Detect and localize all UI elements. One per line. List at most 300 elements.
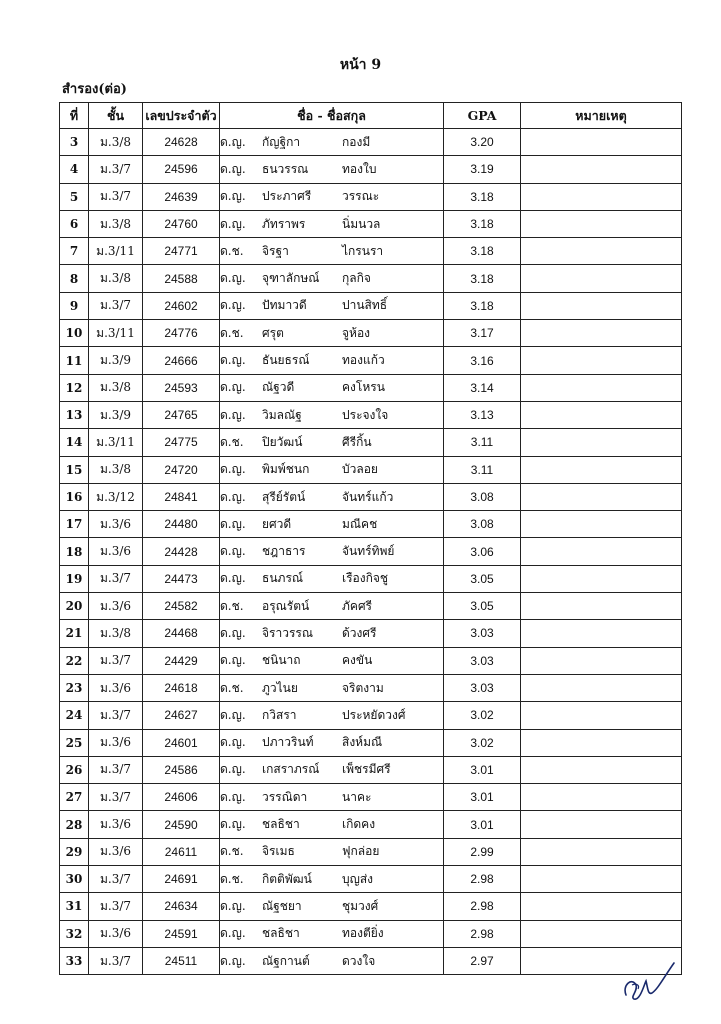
- row-number: 15: [60, 456, 89, 483]
- row-first-name: กัญฐิกา: [262, 134, 301, 149]
- row-number: 18: [60, 538, 89, 565]
- row-title: ด.ญ.: [220, 134, 246, 149]
- row-last-name: เกิดคง: [342, 817, 376, 832]
- row-name: [220, 183, 444, 210]
- row-title: ด.ญ.: [220, 544, 246, 559]
- row-name: [220, 347, 444, 374]
- row-name: [220, 292, 444, 319]
- row-remark: [521, 784, 682, 811]
- row-number: 16: [60, 483, 89, 510]
- row-title: ด.ญ.: [220, 625, 246, 640]
- row-number: 10: [60, 320, 89, 347]
- row-gpa: 2.99: [444, 838, 521, 865]
- row-class: ม.3/11: [89, 320, 143, 347]
- row-first-name: ศรุต: [262, 325, 284, 340]
- row-gpa: 3.18: [444, 183, 521, 210]
- row-gpa: 2.98: [444, 893, 521, 920]
- row-remark: [521, 866, 682, 893]
- row-class: ม.3/11: [89, 429, 143, 456]
- row-student-id: 24618: [143, 674, 220, 701]
- row-class: ม.3/12: [89, 483, 143, 510]
- table-row: [60, 866, 682, 893]
- row-gpa: 3.14: [444, 374, 521, 401]
- row-class: ม.3/6: [89, 729, 143, 756]
- row-number: 5: [60, 183, 89, 210]
- row-first-name: จิรเมธ: [262, 844, 295, 859]
- row-student-id: 24760: [143, 210, 220, 237]
- row-last-name: คงโหรน: [342, 380, 385, 395]
- row-name: [220, 456, 444, 483]
- row-title: ด.ญ.: [220, 817, 246, 832]
- row-title: ด.ช.: [220, 844, 244, 859]
- row-student-id: 24666: [143, 347, 220, 374]
- table-row: [60, 511, 682, 538]
- row-gpa: 2.97: [444, 947, 521, 974]
- row-last-name: ประจงใจ: [342, 407, 389, 422]
- section-label: สำรอง(ต่อ): [62, 82, 127, 97]
- table-row: [60, 702, 682, 729]
- row-name: [220, 947, 444, 974]
- row-title: ด.ญ.: [220, 380, 246, 395]
- row-student-id: 24720: [143, 456, 220, 483]
- row-gpa: 3.08: [444, 511, 521, 538]
- row-first-name: กิตติพัฒน์: [262, 871, 312, 886]
- row-remark: [521, 593, 682, 620]
- row-title: ด.ญ.: [220, 407, 246, 422]
- header-no: ที่: [60, 103, 89, 129]
- row-title: ด.ญ.: [220, 762, 246, 777]
- row-student-id: 24429: [143, 647, 220, 674]
- table-row: [60, 183, 682, 210]
- row-title: ด.ช.: [220, 598, 244, 613]
- row-name: [220, 538, 444, 565]
- row-gpa: 3.18: [444, 210, 521, 237]
- row-number: 25: [60, 729, 89, 756]
- row-remark: [521, 538, 682, 565]
- row-last-name: บุญส่ง: [342, 871, 374, 886]
- table-row: [60, 565, 682, 592]
- row-first-name: จิราวรรณ: [262, 625, 313, 640]
- row-remark: [521, 456, 682, 483]
- row-title: ด.ญ.: [220, 298, 246, 313]
- row-class: ม.3/8: [89, 210, 143, 237]
- header-remark: หมายเหตุ: [521, 103, 682, 129]
- row-student-id: 24841: [143, 483, 220, 510]
- row-name: [220, 838, 444, 865]
- table-body: [60, 129, 682, 975]
- row-last-name: วรรณะ: [342, 189, 380, 204]
- row-last-name: ทองใบ: [342, 161, 377, 176]
- row-last-name: เรืองกิจชู: [342, 571, 389, 586]
- row-number: 29: [60, 838, 89, 865]
- row-last-name: ศีรีกิ้น: [342, 434, 372, 449]
- row-first-name: ธนวรรณ: [262, 161, 309, 176]
- row-last-name: ทองแก้ว: [342, 353, 385, 368]
- row-title: ด.ญ.: [220, 216, 246, 231]
- row-first-name: สุรีย์รัตน์: [262, 489, 306, 504]
- row-gpa: 3.13: [444, 401, 521, 428]
- header-student-id: เลขประจำตัว: [143, 103, 220, 129]
- row-student-id: 24511: [143, 947, 220, 974]
- row-name: [220, 674, 444, 701]
- row-last-name: ภัคศรี: [342, 598, 372, 613]
- row-last-name: ด้วงศรี: [342, 625, 377, 640]
- row-student-id: 24586: [143, 756, 220, 783]
- table-row: [60, 674, 682, 701]
- row-last-name: ปานสิทธิ์: [342, 298, 388, 313]
- row-last-name: จริตงาม: [342, 680, 384, 695]
- row-first-name: เกสราภรณ์: [262, 762, 320, 777]
- row-number: 30: [60, 866, 89, 893]
- row-first-name: ภัทราพร: [262, 216, 306, 231]
- row-gpa: 3.02: [444, 702, 521, 729]
- table-header-row: [60, 103, 682, 129]
- row-class: ม.3/8: [89, 265, 143, 292]
- row-student-id: 24480: [143, 511, 220, 538]
- row-student-id: 24473: [143, 565, 220, 592]
- row-remark: [521, 756, 682, 783]
- row-class: ม.3/7: [89, 784, 143, 811]
- row-student-id: 24602: [143, 292, 220, 319]
- row-class: ม.3/8: [89, 374, 143, 401]
- row-last-name: กองมี: [342, 134, 371, 149]
- row-name: [220, 238, 444, 265]
- row-class: ม.3/6: [89, 811, 143, 838]
- row-first-name: วิมลณัฐ: [262, 407, 302, 422]
- table-row: [60, 593, 682, 620]
- row-number: 23: [60, 674, 89, 701]
- row-first-name: ณัฐชยา: [262, 898, 302, 913]
- row-gpa: 2.98: [444, 920, 521, 947]
- row-remark: [521, 811, 682, 838]
- row-title: ด.ญ.: [220, 707, 246, 722]
- row-title: ด.ญ.: [220, 571, 246, 586]
- row-gpa: 3.02: [444, 729, 521, 756]
- row-first-name: ปิยวัฒน์: [262, 434, 303, 449]
- row-first-name: ณัฐวดี: [262, 380, 295, 395]
- row-gpa: 3.03: [444, 647, 521, 674]
- row-class: ม.3/8: [89, 129, 143, 156]
- row-name: [220, 620, 444, 647]
- table-row: [60, 374, 682, 401]
- row-remark: [521, 265, 682, 292]
- page-title: หน้า 9: [339, 57, 382, 73]
- row-class: ม.3/8: [89, 456, 143, 483]
- row-student-id: 24590: [143, 811, 220, 838]
- row-class: ม.3/6: [89, 593, 143, 620]
- row-last-name: คงขัน: [342, 653, 373, 668]
- row-last-name: จันทร์แก้ว: [342, 489, 394, 504]
- table-row: [60, 920, 682, 947]
- row-number: 17: [60, 511, 89, 538]
- row-remark: [521, 292, 682, 319]
- row-gpa: 3.19: [444, 156, 521, 183]
- table-row: [60, 292, 682, 319]
- row-remark: [521, 129, 682, 156]
- row-title: ด.ญ.: [220, 462, 246, 477]
- row-number: 32: [60, 920, 89, 947]
- row-remark: [521, 429, 682, 456]
- row-remark: [521, 401, 682, 428]
- row-title: ด.ช.: [220, 243, 244, 258]
- row-student-id: 24776: [143, 320, 220, 347]
- row-class: ม.3/7: [89, 183, 143, 210]
- row-number: 21: [60, 620, 89, 647]
- row-name: [220, 647, 444, 674]
- row-first-name: กวิสรา: [262, 707, 297, 722]
- row-name: [220, 429, 444, 456]
- table-row: [60, 210, 682, 237]
- header-name: ชื่อ - ชื่อสกุล: [220, 103, 444, 129]
- row-gpa: 3.11: [444, 456, 521, 483]
- row-student-id: 24591: [143, 920, 220, 947]
- row-gpa: 3.08: [444, 483, 521, 510]
- row-first-name: ชฎาธาร: [262, 544, 306, 559]
- table-row: [60, 456, 682, 483]
- table-row: [60, 838, 682, 865]
- row-title: ด.ญ.: [220, 271, 246, 286]
- row-last-name: เพ็ชรมีศรี: [342, 762, 391, 777]
- row-class: ม.3/7: [89, 756, 143, 783]
- header-class: ชั้น: [89, 103, 143, 129]
- row-last-name: มณีคช: [342, 516, 378, 531]
- row-number: 28: [60, 811, 89, 838]
- row-number: 9: [60, 292, 89, 319]
- row-remark: [521, 183, 682, 210]
- row-first-name: ภูวไนย: [262, 680, 298, 695]
- row-last-name: บัวลอย: [342, 462, 378, 477]
- row-number: 14: [60, 429, 89, 456]
- row-student-id: 24428: [143, 538, 220, 565]
- row-class: ม.3/7: [89, 647, 143, 674]
- row-student-id: 24691: [143, 866, 220, 893]
- row-title: ด.ญ.: [220, 953, 246, 968]
- row-class: ม.3/7: [89, 893, 143, 920]
- row-title: ด.ญ.: [220, 789, 246, 804]
- row-name: [220, 483, 444, 510]
- row-gpa: 3.20: [444, 129, 521, 156]
- row-last-name: ชุมวงศ์: [342, 898, 379, 913]
- row-title: ด.ญ.: [220, 653, 246, 668]
- row-first-name: ชนินาถ: [262, 653, 301, 668]
- table-row: [60, 647, 682, 674]
- row-number: 4: [60, 156, 89, 183]
- row-class: ม.3/8: [89, 620, 143, 647]
- row-student-id: 24765: [143, 401, 220, 428]
- table-row: [60, 156, 682, 183]
- row-class: ม.3/7: [89, 947, 143, 974]
- row-name: [220, 811, 444, 838]
- row-number: 7: [60, 238, 89, 265]
- row-name: [220, 756, 444, 783]
- table-row: [60, 811, 682, 838]
- table-row: [60, 756, 682, 783]
- row-student-id: 24468: [143, 620, 220, 647]
- row-gpa: 3.05: [444, 593, 521, 620]
- row-last-name: นาคะ: [342, 789, 372, 804]
- row-remark: [521, 729, 682, 756]
- row-first-name: จุฑาลักษณ์: [262, 271, 320, 286]
- row-student-id: 24596: [143, 156, 220, 183]
- row-student-id: 24771: [143, 238, 220, 265]
- row-remark: [521, 483, 682, 510]
- row-name: [220, 593, 444, 620]
- row-class: ม.3/6: [89, 674, 143, 701]
- signature-mark: [618, 955, 678, 1005]
- row-title: ด.ญ.: [220, 489, 246, 504]
- row-last-name: จันทร์ทิพย์: [342, 544, 395, 559]
- row-name: [220, 565, 444, 592]
- row-title: ด.ช.: [220, 325, 244, 340]
- row-student-id: 24775: [143, 429, 220, 456]
- row-gpa: 3.01: [444, 811, 521, 838]
- table-row: [60, 265, 682, 292]
- row-remark: [521, 674, 682, 701]
- row-student-id: 24627: [143, 702, 220, 729]
- row-remark: [521, 238, 682, 265]
- row-remark: [521, 320, 682, 347]
- row-first-name: จิรฐา: [262, 243, 289, 258]
- row-student-id: 24588: [143, 265, 220, 292]
- row-name: [220, 866, 444, 893]
- row-name: [220, 320, 444, 347]
- row-gpa: 3.06: [444, 538, 521, 565]
- row-gpa: 3.03: [444, 620, 521, 647]
- row-gpa: 3.05: [444, 565, 521, 592]
- row-number: 31: [60, 893, 89, 920]
- row-remark: [521, 620, 682, 647]
- row-number: 11: [60, 347, 89, 374]
- row-number: 12: [60, 374, 89, 401]
- row-name: [220, 702, 444, 729]
- row-class: ม.3/6: [89, 538, 143, 565]
- row-last-name: ทองตียิ่ง: [342, 926, 384, 941]
- row-number: 3: [60, 129, 89, 156]
- row-name: [220, 156, 444, 183]
- table-row: [60, 729, 682, 756]
- row-number: 24: [60, 702, 89, 729]
- row-gpa: 3.18: [444, 238, 521, 265]
- row-first-name: วรรณิดา: [262, 789, 308, 804]
- row-student-id: 24601: [143, 729, 220, 756]
- row-remark: [521, 210, 682, 237]
- row-class: ม.3/6: [89, 838, 143, 865]
- row-first-name: ปัทมาวดี: [262, 298, 307, 313]
- row-remark: [521, 838, 682, 865]
- row-title: ด.ญ.: [220, 161, 246, 176]
- row-last-name: นิ่มนวล: [342, 216, 381, 231]
- row-first-name: ชลธิชา: [262, 817, 300, 832]
- row-student-id: 24611: [143, 838, 220, 865]
- row-last-name: จูห้อง: [342, 325, 371, 340]
- row-gpa: 3.01: [444, 756, 521, 783]
- row-number: 27: [60, 784, 89, 811]
- table-row: [60, 784, 682, 811]
- table-row: [60, 429, 682, 456]
- table-row: [60, 238, 682, 265]
- row-first-name: ธันยธรณ์: [262, 353, 310, 368]
- table-row: [60, 893, 682, 920]
- row-title: ด.ญ.: [220, 189, 246, 204]
- row-class: ม.3/11: [89, 238, 143, 265]
- row-first-name: ประภาศรี: [262, 189, 312, 204]
- row-remark: [521, 374, 682, 401]
- row-number: 22: [60, 647, 89, 674]
- row-title: ด.ญ.: [220, 735, 246, 750]
- row-class: ม.3/7: [89, 565, 143, 592]
- row-number: 19: [60, 565, 89, 592]
- row-class: ม.3/7: [89, 156, 143, 183]
- row-student-id: 24639: [143, 183, 220, 210]
- row-last-name: สิงห์มณี: [342, 735, 383, 750]
- row-title: ด.ญ.: [220, 898, 246, 913]
- table-row: [60, 129, 682, 156]
- row-student-id: 24628: [143, 129, 220, 156]
- table-row: [60, 483, 682, 510]
- row-remark: [521, 920, 682, 947]
- row-remark: [521, 347, 682, 374]
- row-number: 33: [60, 947, 89, 974]
- table-row: [60, 947, 682, 974]
- row-last-name: ดวงใจ: [342, 953, 376, 968]
- table-row: [60, 347, 682, 374]
- row-remark: [521, 565, 682, 592]
- row-title: ด.ญ.: [220, 926, 246, 941]
- row-remark: [521, 156, 682, 183]
- row-title: ด.ช.: [220, 871, 244, 886]
- row-class: ม.3/9: [89, 401, 143, 428]
- row-last-name: กุลกิจ: [342, 271, 371, 286]
- row-last-name: ประหยัดวงศ์: [342, 707, 406, 722]
- row-last-name: ฟุกล่อย: [342, 844, 380, 859]
- row-remark: [521, 702, 682, 729]
- row-name: [220, 729, 444, 756]
- row-name: [220, 920, 444, 947]
- row-remark: [521, 893, 682, 920]
- row-gpa: 3.16: [444, 347, 521, 374]
- row-title: ด.ช.: [220, 680, 244, 695]
- row-name: [220, 511, 444, 538]
- row-number: 26: [60, 756, 89, 783]
- row-number: 8: [60, 265, 89, 292]
- row-student-id: 24606: [143, 784, 220, 811]
- row-name: [220, 210, 444, 237]
- row-class: ม.3/7: [89, 292, 143, 319]
- row-student-id: 24634: [143, 893, 220, 920]
- row-gpa: 3.03: [444, 674, 521, 701]
- row-number: 6: [60, 210, 89, 237]
- row-first-name: ณัฐกานต์: [262, 953, 310, 968]
- row-class: ม.3/7: [89, 702, 143, 729]
- row-first-name: ยศวดี: [262, 516, 292, 531]
- row-number: 20: [60, 593, 89, 620]
- row-name: [220, 401, 444, 428]
- row-remark: [521, 647, 682, 674]
- row-gpa: 3.11: [444, 429, 521, 456]
- row-gpa: 3.18: [444, 265, 521, 292]
- student-table: [59, 102, 682, 975]
- row-gpa: 3.17: [444, 320, 521, 347]
- row-last-name: ไกรนรา: [342, 243, 384, 258]
- row-number: 13: [60, 401, 89, 428]
- row-first-name: อรุณรัตน์: [262, 598, 310, 613]
- row-class: ม.3/9: [89, 347, 143, 374]
- table-row: [60, 401, 682, 428]
- row-title: ด.ญ.: [220, 516, 246, 531]
- row-first-name: พิมพ์ชนก: [262, 462, 310, 477]
- row-first-name: ชลธิชา: [262, 926, 300, 941]
- row-class: ม.3/7: [89, 866, 143, 893]
